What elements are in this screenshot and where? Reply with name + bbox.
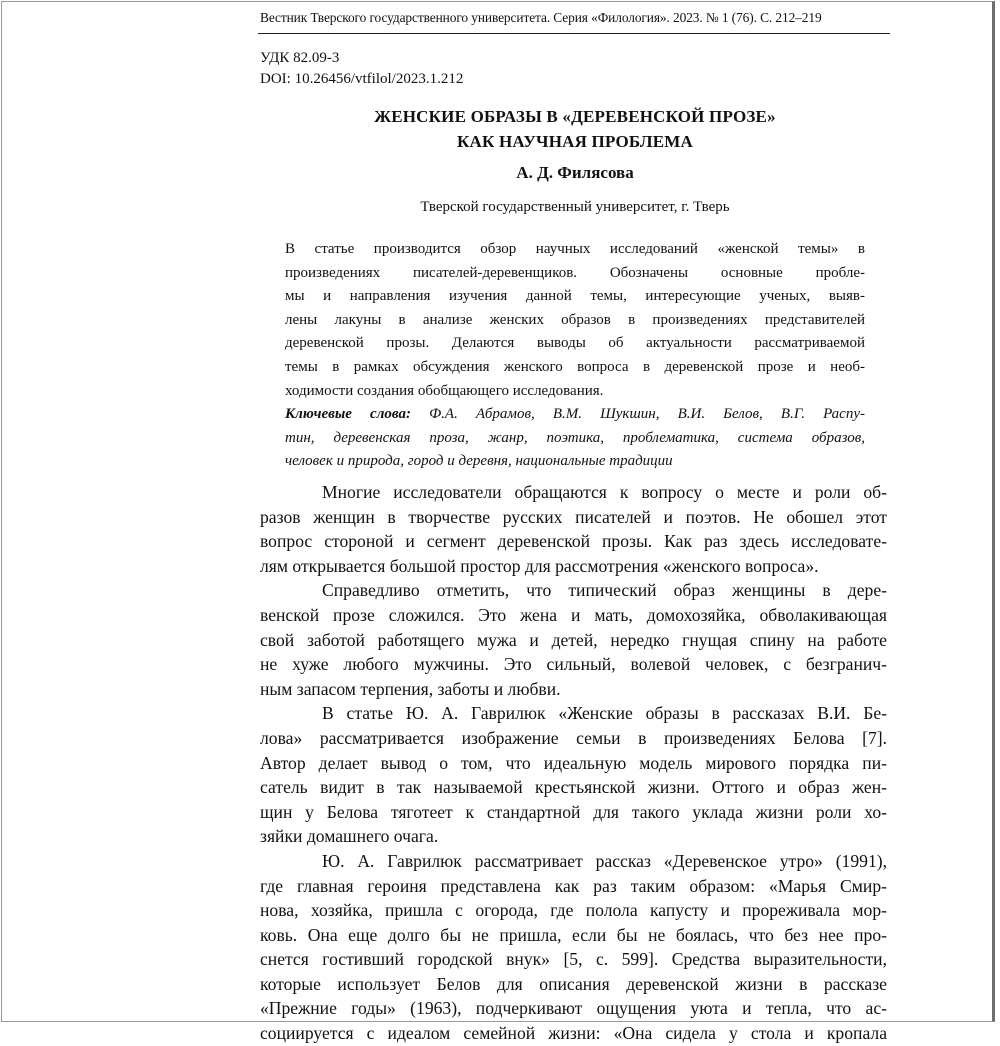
abstract-line: ходимости создания обобщающего исследования. [285, 382, 604, 399]
keywords-line [285, 403, 865, 427]
abstract-line: деревенской прозы. Делаются выводы об актуальности рассматриваемой [285, 335, 865, 352]
keywords-line: тин, деревенская проза, жанр, поэтика, проблематика, система образов, [285, 429, 865, 446]
body-line: не хуже любого мужчины. Это сильный, волевой человек, с безгранич- [260, 654, 887, 675]
header-divider [258, 33, 890, 34]
keywords-line: человек и природа, город и деревня, национальные традиции [285, 453, 673, 470]
body-line: лям открывается большой простор для рассмотрения «женского вопроса». [260, 555, 819, 576]
body-line: Автор делает вывод о том, что идеальную модель мирового порядка пи- [260, 752, 887, 773]
body-line: «Прежние годы» (1963), подчеркивают ощущения уюта и тепла, что ас- [260, 998, 887, 1019]
udk-code: УДК 82.09-3 [260, 50, 340, 66]
keywords-text: Ф.А. Абрамов, В.М. Шукшин, В.И. Белов, В.Г. Распу- [410, 406, 865, 423]
abstract [285, 238, 865, 474]
body-line: зяйки домашнего очага. [260, 826, 439, 847]
abstract-line: темы в рамках обсуждения женского вопроса в деревенской прозе и необ- [285, 358, 865, 375]
title-line: ЖЕНСКИЕ ОБРАЗЫ В «ДЕРЕВЕНСКОЙ ПРОЗЕ» [374, 107, 776, 126]
body-line: ковь. Она еще долго бы не пришла, если бы не боялась, что без нее про- [260, 924, 887, 945]
title-line: КАК НАУЧНАЯ ПРОБЛЕМА [456, 132, 694, 151]
body-line: сатель видит в так называемой крестьянской жизни. Оттого и образ жен- [260, 777, 887, 798]
body-line: свой заботой работящего мужа и детей, нередко гнущая спину на работе [260, 629, 887, 650]
body-line: которые использует Белов для описания деревенской жизни в рассказе [260, 973, 887, 994]
body-line: где главная героиня представлена как раз таким образом: «Марья Смир- [260, 875, 887, 896]
body-line: Справедливо отметить, что типический образ женщины в дере- [322, 580, 887, 601]
abstract-line: произведениях писателей-деревенщиков. Обозначены основные пробле- [285, 264, 865, 281]
abstract-line: мы и направления изучения данной темы, интересующие ученых, выяв- [285, 288, 865, 305]
body-line: В статье Ю. А. Гаврилюк «Женские образы в рассказах В.И. Бе- [322, 703, 887, 724]
keywords-label: Ключевые слова: [285, 406, 411, 423]
journal-header: Вестник Тверского государственного университета. Серия «Филология». 2023. № 1 (76). С. 212–219 [260, 10, 822, 25]
body-line: Ю. А. Гаврилюк рассматривает рассказ «Деревенское утро» (1991), [322, 850, 887, 871]
body-line: снется гостивший городской внук» [5, с. 599]. Средства выразительности, [260, 949, 887, 970]
body-line: разов женщин в творчестве русских писателей и поэтов. Не обошел этот [260, 506, 887, 527]
body-line: социируется с идеалом семейной жизни: «Она сидела у стола и кропала [260, 1023, 887, 1044]
affiliation: Тверской государственный университет, г. Тверь [420, 199, 730, 215]
body-line: вопрос стороной и сегмент деревенской прозы. Как раз здесь исследовате- [260, 531, 887, 552]
body-line: лова» рассматривается изображение семьи в произведениях Белова [7]. [260, 727, 887, 748]
article-body [260, 480, 887, 1046]
body-line: щин у Белова тяготеет к стандартной для такого уклада жизни роли хо- [260, 801, 887, 822]
body-line: венской прозе сложился. Это жена и мать, домохозяйка, обволакивающая [260, 604, 887, 625]
doi: DOI: 10.26456/vtfilol/2023.1.212 [260, 71, 464, 87]
body-line: ным запасом терпения, заботы и любви. [260, 678, 561, 699]
body-line: нова, хозяйка, пришла с огорода, где полола капусту и прореживала мор- [260, 900, 887, 921]
author-name: А. Д. Филясова [516, 163, 634, 182]
article-title [260, 104, 890, 154]
body-line: Многие исследователи обращаются к вопросу о месте и роли об- [322, 482, 887, 502]
abstract-line: лены лакуны в анализе женских образов в произведениях представителей [285, 311, 865, 328]
abstract-line: В статье производится обзор научных исследований «женской темы» в [285, 241, 865, 257]
